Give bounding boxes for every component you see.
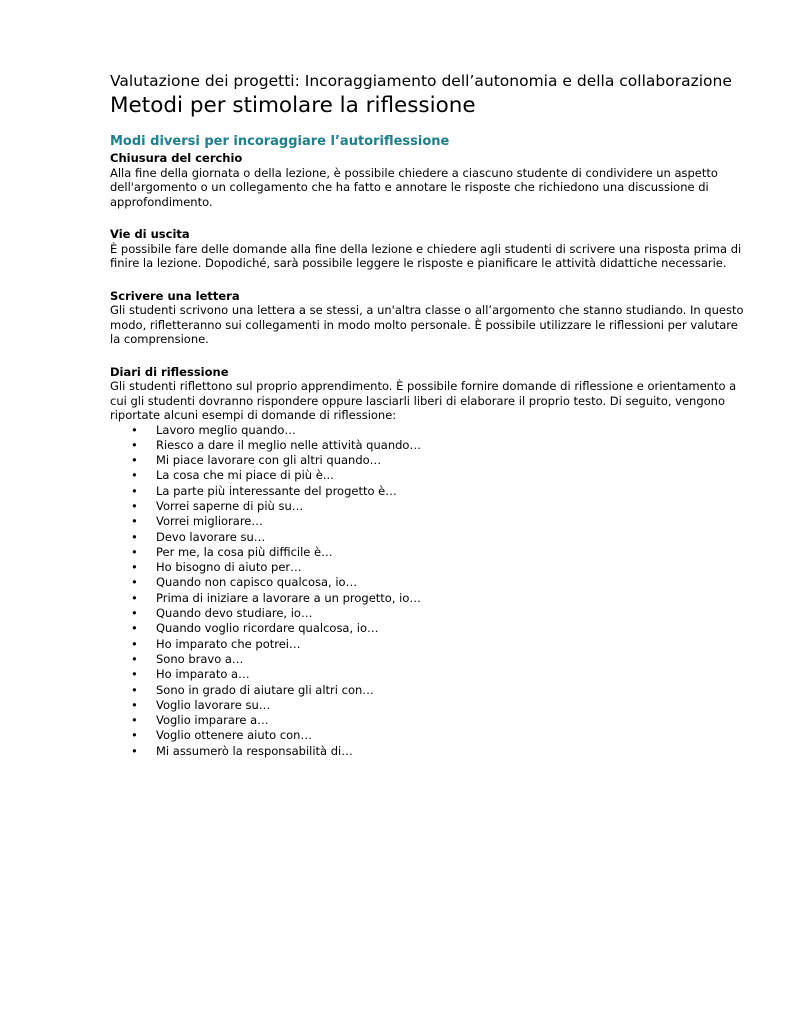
- list-item: • Voglio lavorare su…: [110, 698, 750, 713]
- list-item: • Voglio ottenere aiuto con…: [110, 728, 750, 743]
- list-item: • Ho imparato che potrei…: [110, 637, 750, 652]
- block-diari-di-riflessione: [110, 365, 750, 760]
- list-item: • Quando devo studiare, io…: [110, 606, 750, 621]
- list-item: • Sono in grado di aiutare gli altri con…: [110, 683, 750, 698]
- block-text: È possibile fare delle domande alla fine della lezione e chiedere agli studenti di scrivere una risposta prima di finire la lezione. Dopodiché, sarà possibile leggere le risposte e pianificare le attività didattiche necessarie.: [110, 241, 742, 270]
- block-heading: Scrivere una lettera: [110, 288, 240, 303]
- list-item: • Prima di iniziare a lavorare a un progetto, io…: [110, 591, 750, 606]
- block-chiusura-del-cerchio: [110, 151, 750, 209]
- list-item: • Sono bravo a…: [110, 652, 750, 667]
- document-supertitle: Valutazione dei progetti: Incoraggiamento dell’autonomia e della collaborazione: [110, 72, 732, 90]
- list-item: • Devo lavorare su…: [110, 530, 750, 545]
- block-text: Alla fine della giornata o della lezione, è possibile chiedere a ciascuno studente di condividere un aspetto dell'argomento o un collegamento che ha fatto e annotare le risposte che richiedono una discussione di approfondimento.: [110, 165, 718, 209]
- block-text: Gli studenti riflettono sul proprio apprendimento. È possibile fornire domande di riflessione e orientamento a cui gli studenti dovranno rispondere oppure lasciarli liberi di elaborare il proprio testo. Di seguito, vengono riportate alcuni esempi di domande di riflessione:: [110, 379, 737, 422]
- list-item: • Per me, la cosa più difficile è…: [110, 545, 750, 560]
- reflection-prompts-list: [110, 423, 750, 760]
- block-heading: Chiusura del cerchio: [110, 151, 243, 165]
- list-item: • Ho imparato a…: [110, 667, 750, 682]
- list-item: • Mi piace lavorare con gli altri quando…: [110, 453, 750, 468]
- block-vie-di-uscita: [110, 227, 750, 271]
- block-heading: Vie di uscita: [110, 227, 190, 241]
- block-heading: Diari di riflessione: [110, 364, 229, 379]
- block-text: Gli studenti scrivono una lettera a se stessi, a un'altra classe o all’argomento che stanno studiando. In questo modo, rifletteranno sui collegamenti in modo molto personale. È possibile utilizzare le riflessioni per valutare la comprensione.: [110, 303, 744, 346]
- list-item: • La cosa che mi piace di più è...: [110, 468, 750, 483]
- section-heading: Modi diversi per incoraggiare l’autoriflessione: [110, 134, 450, 149]
- list-item: • Vorrei migliorare…: [110, 514, 750, 529]
- list-item: • Riesco a dare il meglio nelle attività quando…: [110, 438, 750, 453]
- list-item: • La parte più interessante del progetto è…: [110, 484, 750, 499]
- list-item: • Lavoro meglio quando…: [110, 423, 750, 438]
- page-title: Metodi per stimolare la riflessione: [110, 93, 476, 118]
- list-item: • Quando non capisco qualcosa, io…: [110, 575, 750, 590]
- block-scrivere-una-lettera: [110, 289, 750, 347]
- list-item: • Mi assumerò la responsabilità di…: [110, 744, 750, 759]
- list-item: • Quando voglio ricordare qualcosa, io…: [110, 621, 750, 636]
- list-item: • Vorrei saperne di più su…: [110, 499, 750, 514]
- document-page: [110, 70, 750, 759]
- list-item: • Voglio imparare a…: [110, 713, 750, 728]
- list-item: • Ho bisogno di aiuto per…: [110, 560, 750, 575]
